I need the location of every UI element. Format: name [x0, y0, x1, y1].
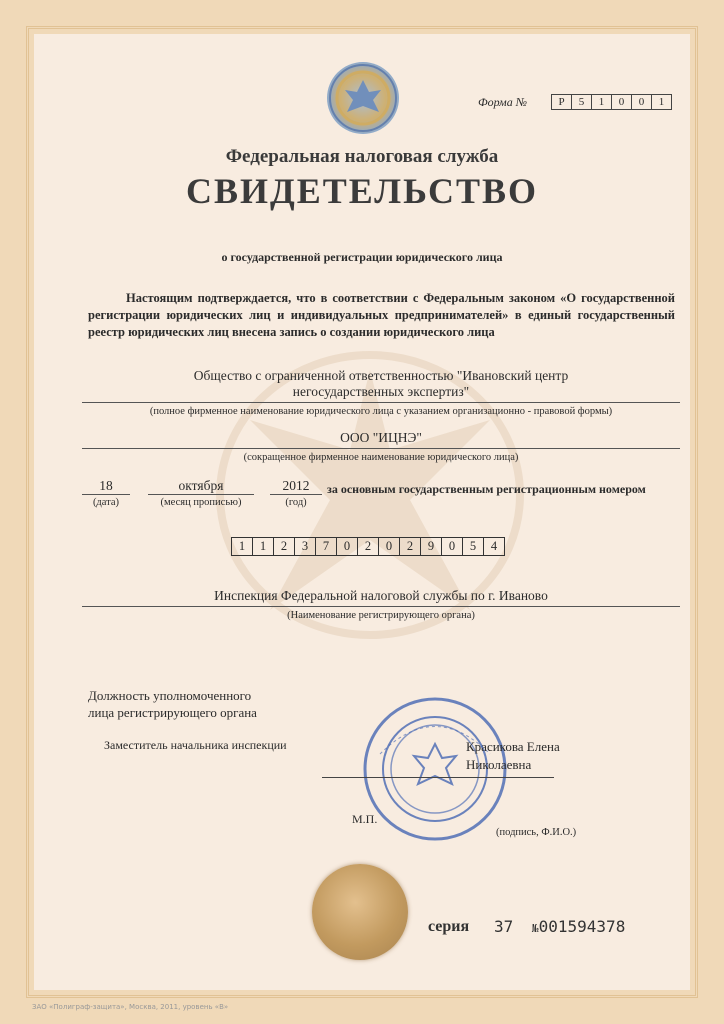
- registration-digit: 7: [315, 537, 337, 556]
- hologram-emblem-icon: [327, 62, 399, 134]
- date-year-field: [270, 478, 322, 508]
- short-name-caption: (сокращенное фирменное наименование юридического лица): [243, 452, 519, 463]
- document-subtitle: о государственной регистрации юридического лица: [221, 250, 503, 264]
- agency-name: Федеральная налоговая служба: [225, 146, 499, 167]
- form-code-cell: 0: [611, 94, 632, 110]
- full-name-value: Общество с ограниченной ответственностью "Ивановский центр негосударственных экспертиз": [193, 368, 569, 399]
- position-label: [88, 687, 257, 721]
- registration-digit: 1: [231, 537, 253, 556]
- registration-digit: 0: [378, 537, 400, 556]
- signer-name-line2: Николаевна: [466, 757, 532, 772]
- series-label: серия: [428, 918, 470, 935]
- authority-field: [82, 588, 680, 621]
- registration-digit: 2: [273, 537, 295, 556]
- serial-number: [532, 917, 625, 936]
- date-day-value: 18: [99, 478, 113, 493]
- registration-digit: 1: [252, 537, 274, 556]
- date-month-underline: [148, 494, 254, 495]
- seal-place-label: М.П.: [352, 812, 378, 826]
- registration-digit: 5: [462, 537, 484, 556]
- form-label: Форма №: [478, 95, 528, 109]
- form-code-cell: Р: [551, 94, 572, 110]
- signer-position: Заместитель начальника инспекции: [104, 738, 287, 752]
- signature-caption: (подпись, Ф.И.О.): [496, 827, 577, 838]
- certification-text: Настоящим подтверждается, что в соответствии с Федеральным законом «О государственной регистрации юридических лиц и индивидуальных предпринимателей» в единый государственный реестр юридических лиц внесена запись о создании юридического лица: [88, 291, 675, 339]
- registration-digit: 2: [399, 537, 421, 556]
- short-name-field: [82, 430, 680, 463]
- registration-digit: 0: [441, 537, 463, 556]
- gold-seal-icon: [312, 864, 408, 960]
- registration-label: за основным государственным регистрационным номером: [327, 482, 646, 496]
- form-code-cell: 1: [651, 94, 672, 110]
- authority-value: Инспекция Федеральной налоговой службы по г. Иваново: [214, 588, 548, 603]
- document-title: СВИДЕТЕЛЬСТВО: [185, 171, 539, 211]
- serial-value: 001594378: [538, 917, 626, 936]
- form-code-cell: 5: [571, 94, 592, 110]
- registration-digit: 9: [420, 537, 442, 556]
- signer-name-line1: Красикова Елена: [466, 739, 560, 754]
- registration-digit: 4: [483, 537, 505, 556]
- position-label-line2: лица регистрирующего органа: [88, 705, 257, 720]
- date-day-underline: [82, 494, 130, 495]
- date-day-caption: (дата): [92, 497, 120, 508]
- position-label-line1: Должность уполномоченного: [88, 688, 252, 703]
- registration-digit: 0: [336, 537, 358, 556]
- date-day-field: [82, 478, 130, 508]
- form-code-cell: 1: [591, 94, 612, 110]
- short-name-underline: [82, 448, 680, 449]
- date-year-underline: [270, 494, 322, 495]
- full-name-caption: (полное фирменное наименование юридического лица с указанием организационно - правовой формы): [149, 406, 613, 417]
- signature-line: [322, 777, 554, 778]
- series-number: 37: [494, 917, 514, 936]
- form-code-cell: 0: [631, 94, 652, 110]
- date-year-value: 2012: [282, 478, 310, 493]
- authority-caption: (Наименование регистрирующего органа): [287, 610, 475, 621]
- signer-name: [466, 738, 560, 774]
- registration-number: [232, 537, 505, 556]
- date-year-caption: (год): [285, 497, 307, 508]
- date-month-field: [148, 478, 254, 508]
- full-name-underline: [82, 402, 680, 403]
- authority-underline: [82, 606, 680, 607]
- date-month-value: октября: [178, 478, 224, 493]
- short-name-value: ООО "ИЦНЭ": [340, 430, 422, 445]
- date-month-caption: (месяц прописью): [160, 497, 242, 508]
- registration-digit: 3: [294, 537, 316, 556]
- printer-line: ЗАО «Полиграф-защита», Москва, 2011, уровень «В»: [32, 1003, 229, 1011]
- registration-digit: 2: [357, 537, 379, 556]
- full-name-field: [82, 368, 680, 417]
- form-code: [552, 94, 672, 110]
- serial-prefix: №: [532, 922, 539, 935]
